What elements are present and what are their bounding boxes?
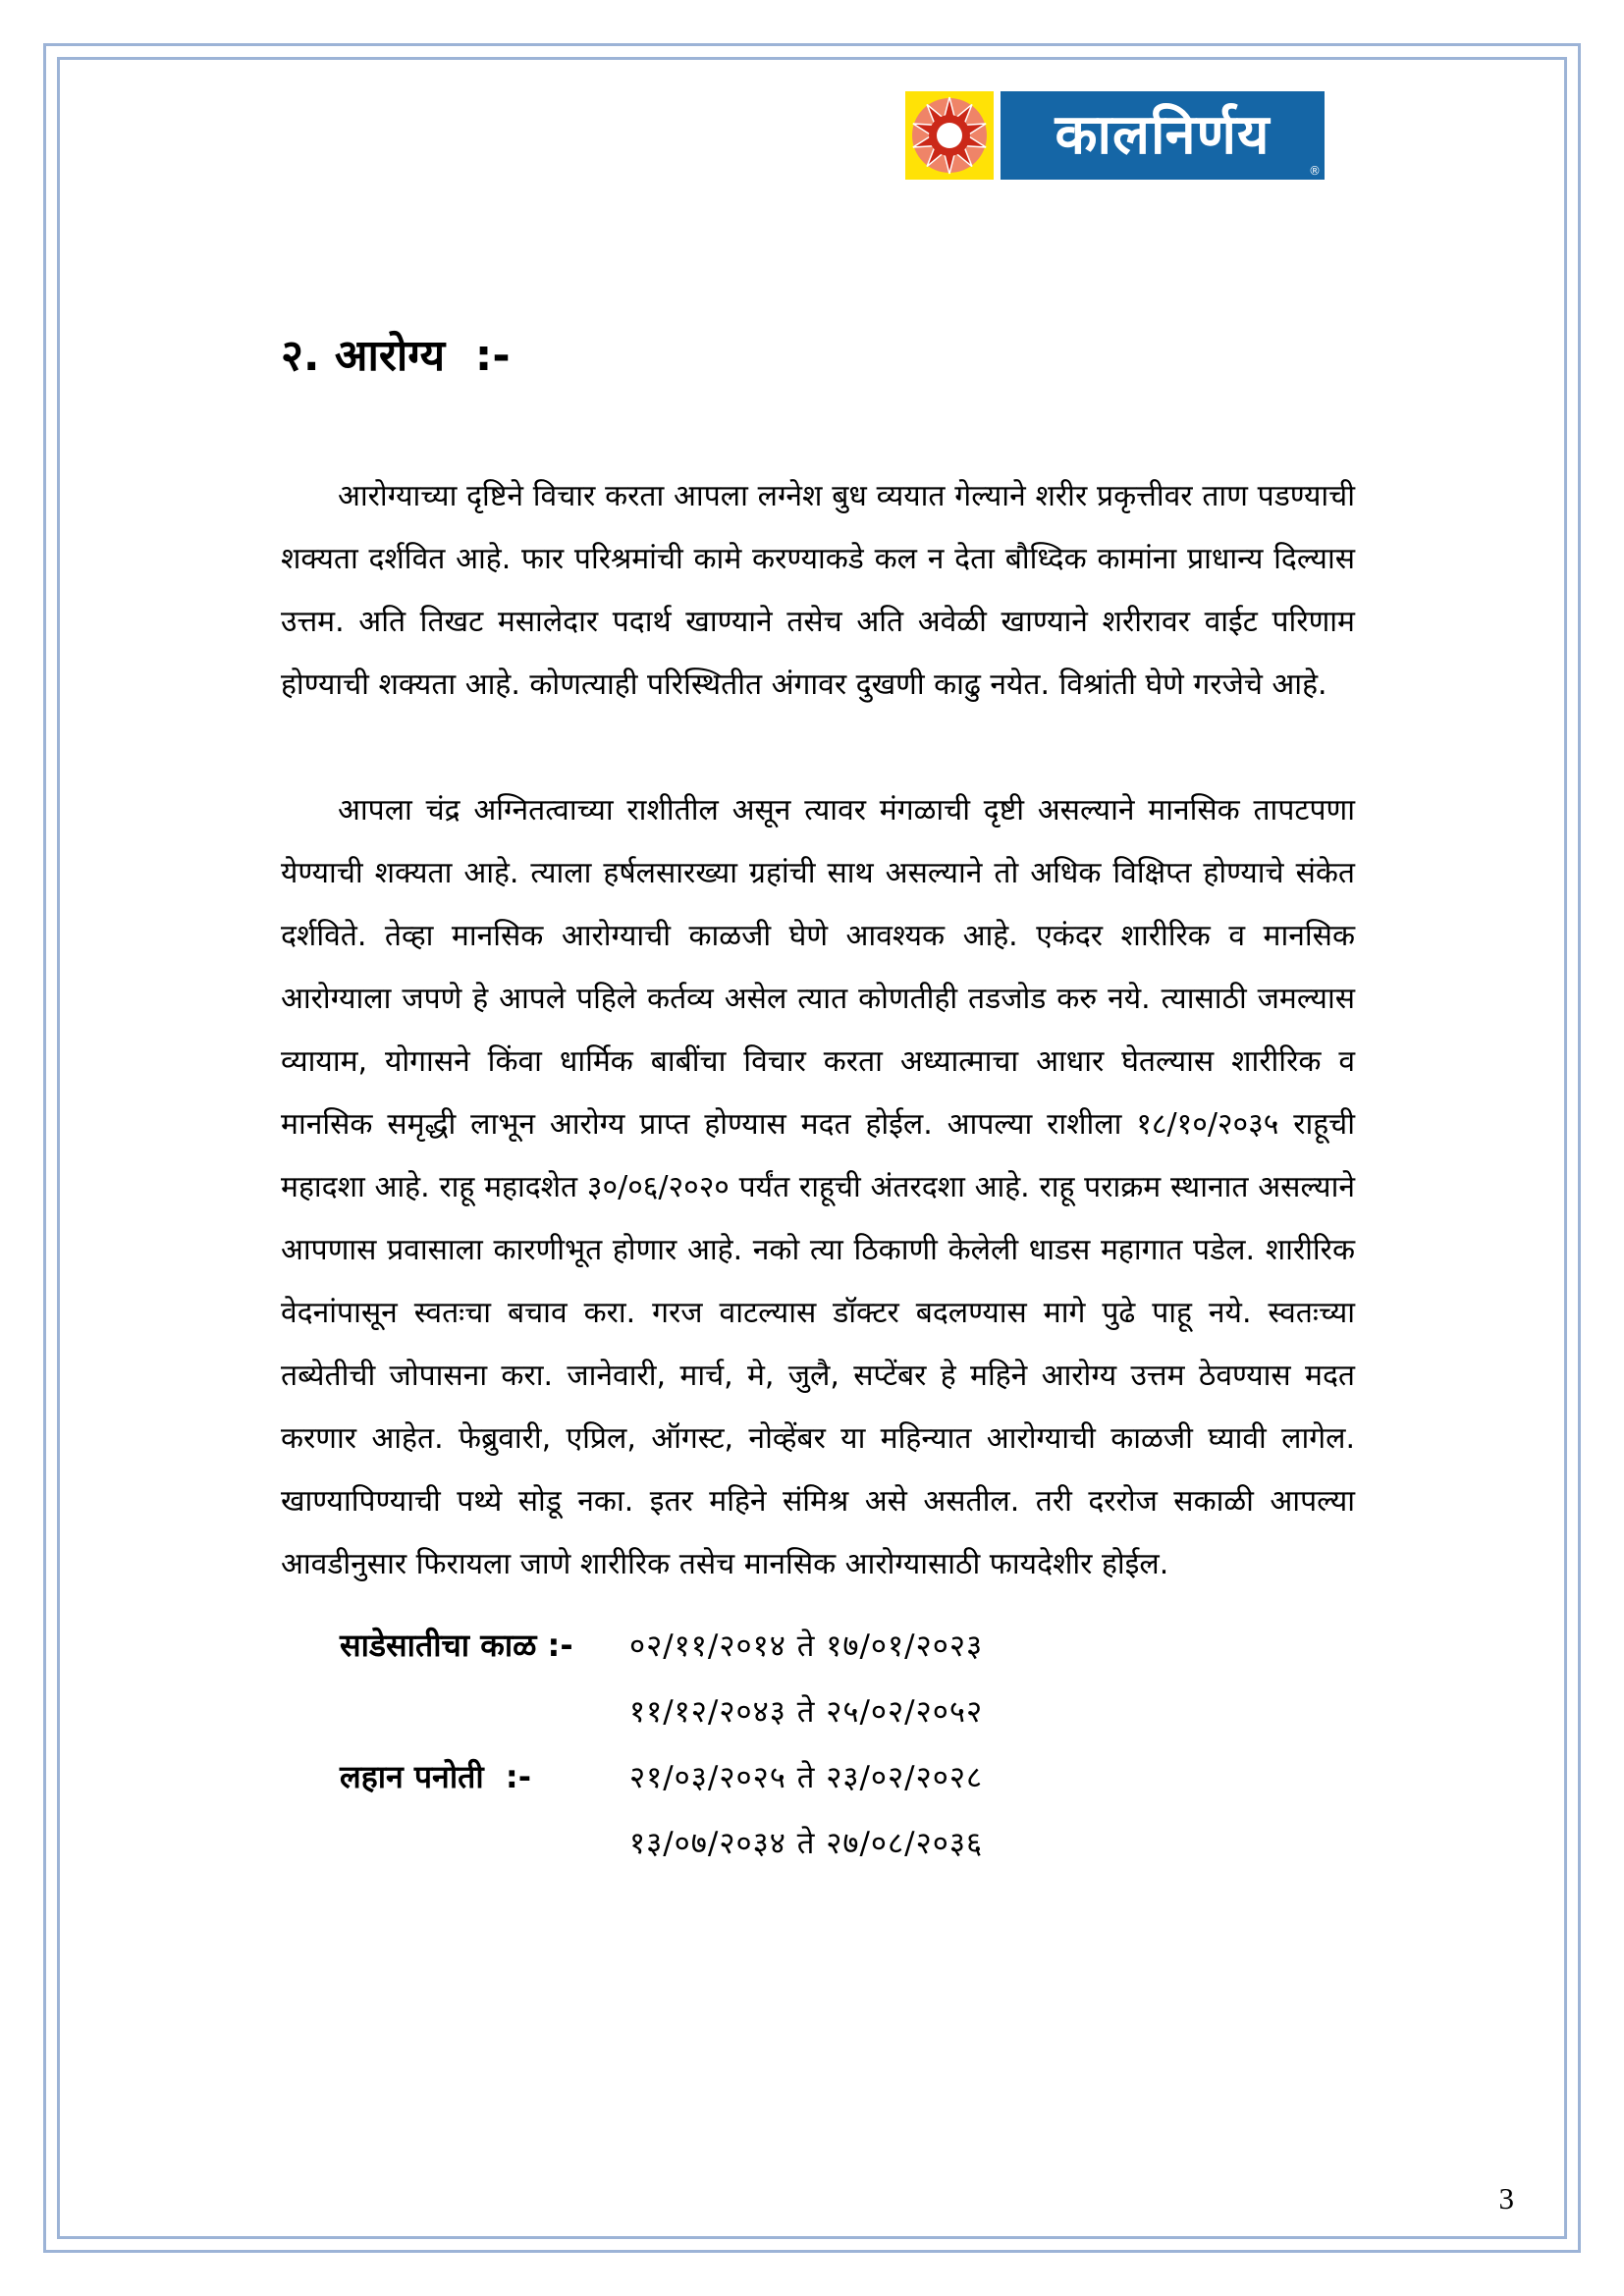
periods-table (281, 1612, 1355, 1875)
paragraph-health-1: आरोग्याच्या दृष्टिने विचार करता आपला लग्नेश बुध व्ययात गेल्याने शरीर प्रकृत्तीवर ताण पडण्याची शक्यता दर्शवित आहे. फार परिश्रमांची कामे करण्याकडे कल न देता बौध्दिक कामांना प्राधान्य दिल्यास उत्तम. अति तिखट मसालेदार पदार्थ खाण्याने तसेच अति अवेळी खाण्याने शरीरावर वाईट परिणाम होण्याची शक्यता आहे. कोणत्याही परिस्थितीत अंगावर दुखणी काढु नयेत. विश्रांती घेणे गरजेचे आहे. (281, 479, 1355, 702)
section-heading: २. आरोग्य :- (281, 331, 511, 381)
document-body (281, 324, 1355, 1875)
period-label-lahan-panoti: लहान पनोती :- (340, 1758, 531, 1795)
period-label-empty (281, 1809, 629, 1875)
kalnirnay-logo (905, 91, 1325, 180)
sun-icon (905, 91, 994, 180)
period-dates: ११/१२/२०४३ ते २५/०२/२०५२ (629, 1693, 984, 1730)
logo-text: कालनिर्णय (1055, 103, 1271, 167)
period-label-sadesati: साडेसातीचा काळ :- (340, 1627, 573, 1664)
period-dates: ०२/११/२०१४ ते १७/०१/२०२३ (629, 1628, 984, 1664)
period-label-empty (281, 1678, 629, 1743)
period-dates: १३/०७/२०३४ ते २७/०८/२०३६ (629, 1825, 984, 1861)
registered-trademark-icon: ® (1309, 164, 1321, 178)
logo-wordmark (1001, 91, 1325, 180)
page-number: 3 (1498, 2181, 1514, 2216)
period-dates: २१/०३/२०२५ ते २३/०२/२०२८ (629, 1759, 984, 1795)
paragraph-health-2: आपला चंद्र अग्नितत्वाच्या राशीतील असून त्यावर मंगळाची दृष्टी असल्याने मानसिक तापटपणा येण्याची शक्यता आहे. त्याला हर्षलसारख्या ग्रहांची साथ असल्याने तो अधिक विक्षिप्त होण्याचे संकेत दर्शविते. तेव्हा मानसिक आरोग्याची काळजी घेणे आवश्यक आहे. एकंदर शारीरिक व मानसिक आरोग्याला जपणे हे आपले पहिले कर्तव्य असेल त्यात कोणतीही तडजोड करु नये. त्यासाठी जमल्यास व्यायाम, योगासने किंवा धार्मिक बाबींचा विचार करता अध्यात्माचा आधार घेतल्यास शारीरिक व मानसिक समृद्धी लाभून आरोग्य प्राप्त होण्यास मदत होईल. आपल्या राशीला १८/१०/२०३५ राहूची महादशा आहे. राहू महादशेत ३०/०६/२०२० पर्यंत राहूची अंतरदशा आहे. राहू पराक्रम स्थानात असल्याने आपणास प्रवासाला कारणीभूत होणार आहे. नको त्या ठिकाणी केलेली धाडस महागात पडेल. शारीरिक वेदनांपासून स्वतःचा बचाव करा. गरज वाटल्यास डॉक्टर बदलण्यास मागे पुढे पाहू नये. स्वतःच्या तब्येतीची जोपासना करा. जानेवारी, मार्च, मे, जुलै, सप्टेंबर हे महिने आरोग्य उत्तम ठेवण्यास मदत करणार आहेत. फेब्रुवारी, एप्रिल, ऑगस्ट, नोव्हेंबर या महिन्यात आरोग्याची काळजी घ्यावी लागेल. खाण्यापिण्याची पथ्ये सोडू नका. इतर महिने संमिश्र असे असतील. तरी दररोज सकाळी आपल्या आवडीनुसार फिरायला जाणे शारीरिक तसेच मानसिक आरोग्यासाठी फायदेशीर होईल. (281, 793, 1355, 1581)
